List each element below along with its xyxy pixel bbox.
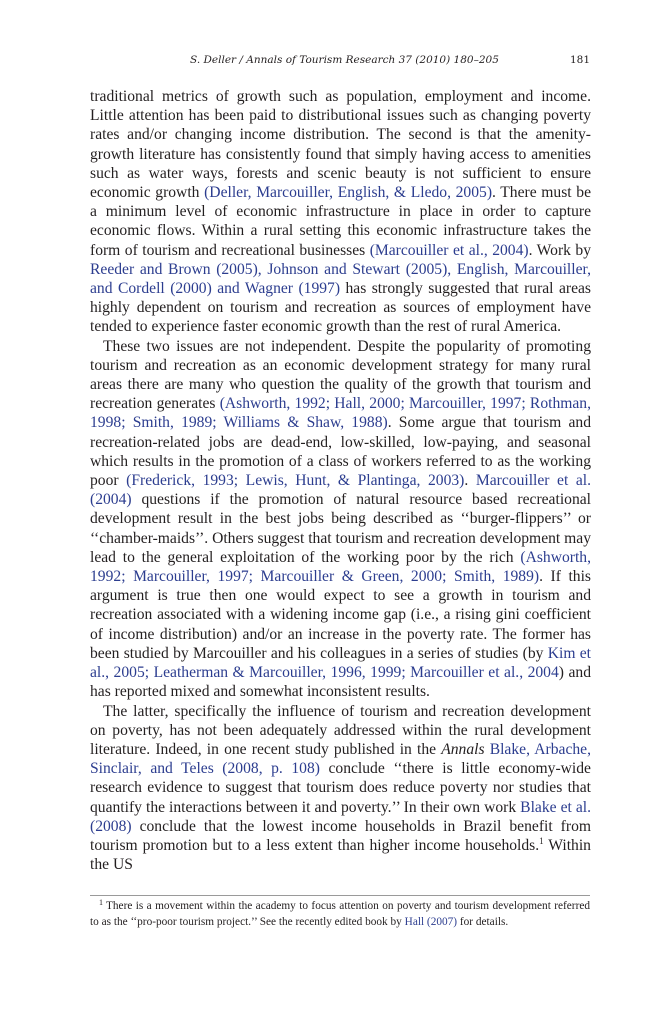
citation-link[interactable]: (Ashworth, 1992; Hall, 2000; Marcouiller, 1997; Rothman, 1998; Smith, 1989; Williams & Shaw, 1988) [90,395,591,432]
text-run: . [464,472,476,490]
footnote-marker: 1 [99,898,103,907]
text-run: . There must be a minimum level of economic infrastructure in place in order to capture economic flows. Within a rural setting this economic infrastructure takes the form of tourism and recreational businesses [90,184,591,259]
citation-link[interactable]: (Deller, Marcouiller, English, & Lledo, 2005) [204,184,493,202]
italic-text: Annals [441,740,485,758]
text-run: has strongly suggested that rural areas highly dependent on tourism and recreation as sources of employment have tended to experience faster economic growth than the rest of rural America. [90,280,591,336]
text-run: There is a movement within the academy to focus attention on poverty and tourism development referred to as the ‘‘pro-poor tourism project.’’ See the recently edited book by [90,900,590,928]
text-run: questions if the promotion of natural resource based recreational development result in the best jobs being described as ‘‘burger-flippers’’ or ‘‘chamber-maids’’. Others suggest that tourism and recreation development may lead to the general exploitation of the working poor by the rich [90,491,591,566]
text-run: conclude that the lowest income households in Brazil benefit from tourism promotion but to a less extent than higher income households. [90,817,591,854]
paragraph-2 [90,337,591,702]
paragraph-1 [90,87,591,337]
footnote-1 [90,898,590,930]
text-run: Within the US [90,836,591,874]
text-run: The latter, specifically the influence of tourism and recreation development on poverty, has not been adequately addressed within the rural development literature. Indeed, in one recent study published in the [90,702,591,758]
citation-link[interactable]: Blake, Arbache, Sinclair, and Teles (2008, p. 108) [90,740,591,778]
text-run: for details. [457,916,509,928]
text-run: These two issues are not independent. Despite the popularity of promoting tourism and recreation as an economic development strategy for many rural areas there are many who question the quality of the growth that tourism and recreation generates [90,337,591,413]
running-title: S. Deller / Annals of Tourism Research 37 (2010) 180–205 [190,54,499,66]
text-run: . Some argue that tourism and recreation-related jobs are dead-end, low-skilled, low-paying, and seasonal which results in the promotion of a class of workers referred to as the working poor [90,414,591,490]
citation-link[interactable]: Reeder and Brown (2005), Johnson and Stewart (2005), English, Marcouiller, and Cordell (2000) and Wagner (1997) [90,260,591,298]
footnote-divider [90,895,590,896]
body-text [90,87,591,874]
citation-link[interactable]: Marcouiller et al. (2004) [90,472,592,509]
text-run: traditional metrics of growth such as population, employment and income. Little attention has been paid to distributional issues such as changing poverty rates and/or changing income distribution. The second is that the amenity-growth literature has consistently found that simply having access to amenities such as water ways, forests and scenic beauty is not sufficient to ensure economic growth [90,88,591,202]
text-run: ) and has reported mixed and somewhat inconsistent results. [90,664,591,701]
citation-link[interactable]: (Marcouiller et al., 2004) [369,241,529,259]
citation-link[interactable]: Blake et al. (2008) [90,798,591,835]
citation-link[interactable]: Hall (2007) [404,916,458,928]
citation-link[interactable]: (Frederick, 1993; Lewis, Hunt, & Plantinga, 2003) [126,472,465,490]
paragraph-3 [90,702,591,875]
text-run: . Work by [528,241,591,259]
text-run: . If this argument is true then one would expect to see a growth in tourism and recreation associated with a widening income gap (i.e., a rising gini coefficient of income distribution) and/or an increase in the poverty rate. The former has been studied by Marcouiller and his colleagues in a series of studies (by [90,568,591,662]
citation-link[interactable]: (Ashworth, 1992; Marcouiller, 1997; Marcouiller & Green, 2000; Smith, 1989) [90,548,591,586]
footnote-text [90,900,590,928]
footnote-reference[interactable]: 1 [539,835,544,846]
page-number: 181 [569,54,590,66]
text-run: conclude ‘‘there is little economy-wide research evidence to suggest that tourism does reduce poverty nor studies that quantify the interactions between it and poverty.’’ In their own work [90,760,591,816]
citation-link[interactable]: Kim et al., 2005; Leatherman & Marcouiller, 1996, 1999; Marcouiller et al., 2004 [90,644,591,682]
running-header [90,54,590,70]
